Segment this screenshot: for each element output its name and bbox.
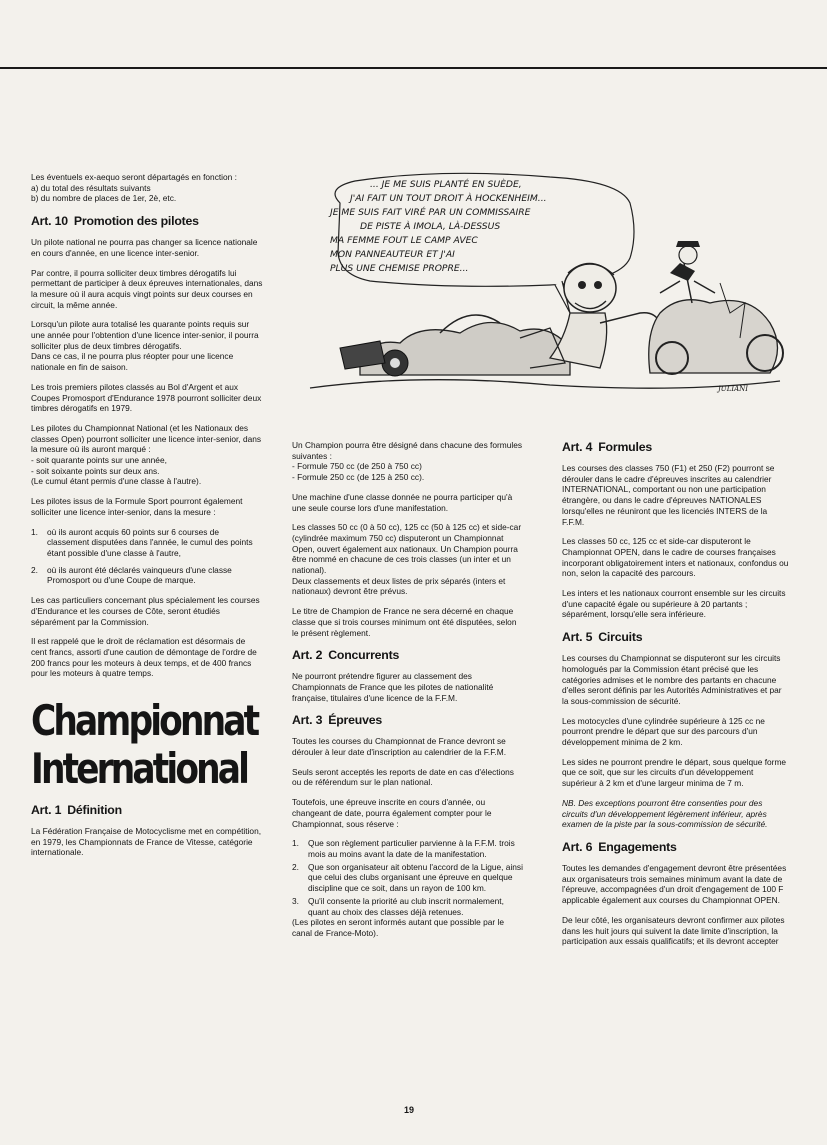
paragraph: De leur côté, les organisateurs devront confirmer aux pilotes dans les huit jours qui suivent la date limite d'inscription, la participation aux essais qualificatifs; et ils devront accepter <box>562 914 785 947</box>
item-text: où ils auront été déclarés vainqueurs d'une classe Promosport ou d'une Coupe de marque. <box>47 564 232 586</box>
paragraph: Dans ce cas, il ne pourra plus réopter pour une licence nationale en fin de saison. <box>31 351 234 373</box>
paragraph: Les motocycles d'une cylindrée supérieure à 125 cc ne pourront prendre le départ que sur des parcours d'un développement minima de 2 km. <box>562 715 765 748</box>
item-number: 2. <box>31 564 38 575</box>
paragraph: (Les pilotes en seront informés autant que possible par le canal de France-Moto). <box>292 917 504 938</box>
list-item <box>292 838 524 859</box>
article-title: Engagements <box>598 839 677 854</box>
paragraph: Les courses des classes 750 (F1) et 250 (F2) pourront se dérouler dans le cadre d'épreuves inscrites au calendrier INTERNATIONAL, comportant ou non une participation étrangère, ou dans le cadre d'épreuves NATIONALES lorsqu'elles ne réuniront que les licenciés INTERS de la F.F.M. <box>562 463 775 527</box>
paragraph: Les courses du Championnat se disputeront sur les circuits homologués par la Commission étant précisé que les catégories admises et le nombre des partants en chacune d'elles seront définis par les Autorités Administratives et par la sous-commission de sécurité. <box>562 653 782 706</box>
column-3 <box>562 440 790 956</box>
item-text: où ils auront acquis 60 points sur 6 courses de classement disputées dans l'année, le cumul des points étant possible d'une classe à l'autre, <box>47 526 253 558</box>
article-heading <box>562 840 790 854</box>
article-title: Formules <box>598 440 652 454</box>
article-heading <box>292 648 524 662</box>
list-item <box>31 565 263 586</box>
article-number: Art. 5 <box>562 630 593 645</box>
numbered-list <box>31 527 263 587</box>
paragraph: Le titre de Champion de France ne sera décerné en chaque classe que si trois courses minimum ont été disputées, selon le présent règlement. <box>292 606 517 638</box>
list-item <box>292 896 524 917</box>
article-title: Promotion des pilotes <box>73 214 199 229</box>
cartoon-signature: JULIANI <box>718 385 749 393</box>
paragraph: Un Champion pourra être désigné dans chacune des formules suivantes : <box>292 440 523 461</box>
paragraph: Les éventuels ex-aequo seront départagés en fonction : <box>31 172 237 182</box>
speech-line: PLUS UNE CHEMISE PROPRE... <box>330 263 469 274</box>
list-item: (Le cumul étant permis d'une classe à l'autre). <box>31 476 202 487</box>
item-number: 1. <box>31 526 38 537</box>
paragraph: Seuls seront acceptés les reports de date en cas d'élections ou de référendum sur le plan national. <box>292 766 514 788</box>
speech-line: JE ME SUIS FAIT VIRÉ PAR UN COMMISSAIRE <box>330 207 531 218</box>
article-heading <box>31 214 263 228</box>
paragraph: Lorsqu'un pilote aura totalisé les quarante points requis sur une année pour l'obtention d'une licence inter-senior, il pourra solliciter plus de deux timbres dérogatifs. <box>31 319 259 351</box>
article-number: Art. 4 <box>562 440 593 454</box>
list-item: - Formule 750 cc (de 250 à 750 cc) <box>292 461 422 472</box>
list-item <box>31 527 263 559</box>
speech-line: MON PANNEAUTEUR ET J'AI <box>330 249 455 260</box>
paragraph: Deux classements et deux listes de prix séparés (inters et nationaux) devront être prévus. <box>292 575 506 597</box>
speech-bubble <box>330 178 630 276</box>
speech-line: ... JE ME SUIS PLANTÉ EN SUÈDE, <box>370 179 522 190</box>
paragraph: Par contre, il pourra solliciter deux timbres dérogatifs lui permettant de participer à deux épreuves internationales, dans la mesure où il aura acquis vingt points sur deux courses en circuit, la même année. <box>31 267 263 310</box>
article-number: Art. 2 <box>292 648 323 663</box>
paragraph: Les trois premiers pilotes classés au Bol d'Argent et aux Coupes Promosport d'Endurance 1978 pourront solliciter deux timbres dérogatifs en 1979. <box>31 381 262 414</box>
paragraph: La Fédération Française de Motocyclisme met en compétition, en 1979, les Championnats de France de Vitesse, catégorie internationale. <box>31 826 262 858</box>
article-heading <box>292 713 524 727</box>
paragraph: Toutes les demandes d'engagement devront être présentées aux organisateurs trois semaines minimum avant la date de l'épreuve, accompagnées d'un droit d'engagement de 100 F applicable également aux courses du Championnat OPEN. <box>562 862 787 906</box>
points-list <box>31 455 263 487</box>
item-text: Que son règlement particulier parvienne à la F.F.M. trois mois au moins avant la date de la manifestation. <box>308 838 515 859</box>
paragraph: Toutes les courses du Championnat de France devront se dérouler à leur date d'inscription au calendrier de la F.F.M. <box>292 736 507 758</box>
paragraph: Toutefois, une épreuve inscrite en cours d'année, ou changeant de date, pourra également compter pour le Championnat, sous réserve : <box>292 797 492 829</box>
section-title-line: Championnat <box>31 696 258 746</box>
paragraph: Les pilotes issus de la Formule Sport pourront également solliciter une licence inter-senior, dans la mesure : <box>31 496 243 517</box>
list-item <box>292 862 524 894</box>
article-title: Circuits <box>598 630 643 645</box>
item-number: 2. <box>292 861 299 872</box>
article-heading <box>562 630 790 644</box>
column-2 <box>292 440 524 948</box>
paragraph: Les classes 50 cc, 125 cc et side-car disputeront le Championnat OPEN, dans le cadre de courses françaises incorporant obligatoirement inters et nationaux, confondus ou non, selon la capacité des parcours. <box>562 536 789 579</box>
paragraph: Une machine d'une classe donnée ne pourra participer qu'à une seule course lors d'une manifestation. <box>292 491 513 513</box>
article-number: Art. 3 <box>292 713 323 728</box>
formula-list <box>292 461 524 482</box>
article-heading <box>562 440 790 454</box>
article-title: Épreuves <box>328 713 383 728</box>
paragraph: Les cas particuliers concernant plus spécialement les courses d'Endurance et les courses de Côte, seront étudiés séparément par la Commission. <box>31 595 260 627</box>
header-rule <box>0 67 827 69</box>
item-number: 1. <box>292 838 299 849</box>
article-number: Art. 6 <box>562 839 593 854</box>
speech-line: J'AI FAIT UN TOUT DROIT À HOCKENHEIM... <box>350 193 547 204</box>
paragraph: Les pilotes du Championnat National (et les Nationaux des classes Open) pourront solliciter une licence inter-senior, dans la mesure où ils auront marqué : <box>31 422 262 455</box>
speech-line: MA FEMME FOUT LE CAMP AVEC <box>330 235 478 246</box>
list-item: a) du total des résultats suivants <box>31 182 151 193</box>
article-title: Définition <box>67 803 122 818</box>
note-paragraph: NB. Des exceptions pourront être consenties pour des circuits d'un développement légèrement inférieur, après examen de la piste par la sous-commission de sécurité. <box>562 797 768 830</box>
column-1 <box>31 172 263 867</box>
section-title-line: International <box>31 744 248 794</box>
paragraph: Un pilote national ne pourra pas changer sa licence nationale en cours d'année, en une licence inter-senior. <box>31 237 258 258</box>
numbered-list <box>292 838 524 917</box>
page-number: 19 <box>404 1105 415 1115</box>
paragraph: Ne pourront prétendre figurer au classement des Championnats de France que les pilotes de nationalité française, titulaires d'une licence de la F.F.M. <box>292 671 494 703</box>
article-number: Art. 10 <box>31 214 68 229</box>
list-item: b) du nombre de places de 1er, 2è, etc. <box>31 193 177 204</box>
list-item: - Formule 250 cc (de 125 à 250 cc). <box>292 472 425 483</box>
list-item: - soit soixante points sur deux ans. <box>31 465 160 476</box>
paragraph: Les sides ne pourront prendre le départ, sous quelque forme que ce soit, que sur les circuits d'un développement supérieur à 2 km et d'une largeur minima de 7 m. <box>562 756 787 789</box>
article-number: Art. 1 <box>31 803 62 818</box>
section-title <box>31 696 258 794</box>
item-number: 3. <box>292 895 299 906</box>
paragraph: Les inters et les nationaux courront ensemble sur les circuits d'une capacité égale ou supérieure à 20 partants ; séparément, lorsqu'elle sera inférieure. <box>562 588 786 620</box>
item-text: Que son organisateur ait obtenu l'accord de la Ligue, ainsi que celui des clubs organisant une épreuve en quelque discipline que ce soit, dans un rayon de 100 km. <box>308 861 523 894</box>
list-item: - soit quarante points sur une année, <box>31 455 167 466</box>
article-title: Concurrents <box>328 648 400 663</box>
paragraph: Les classes 50 cc (0 à 50 cc), 125 cc (50 à 125 cc) et side-car (cylindrée maximum 750 cc) disputeront un Championnat Open, ouvert également aux nationaux. Un Champion pourra être nommé en chacune de ces trois classes (un inter et un national). <box>292 522 522 576</box>
speech-line: DE PISTE À IMOLA, LÀ-DESSUS <box>360 221 501 232</box>
item-text: Qu'il consente la priorité au club inscrit normalement, quant au choix des classes déjà retenues. <box>308 895 504 917</box>
article-heading <box>31 803 263 817</box>
paragraph: Il est rappelé que le droit de réclamation est désormais de cent francs, assorti d'une caution de démontage de l'ordre de 200 francs pour les moteurs à deux temps, et de 400 francs pour les moteurs à quatre temps. <box>31 636 257 679</box>
exaequo-list <box>31 183 263 204</box>
